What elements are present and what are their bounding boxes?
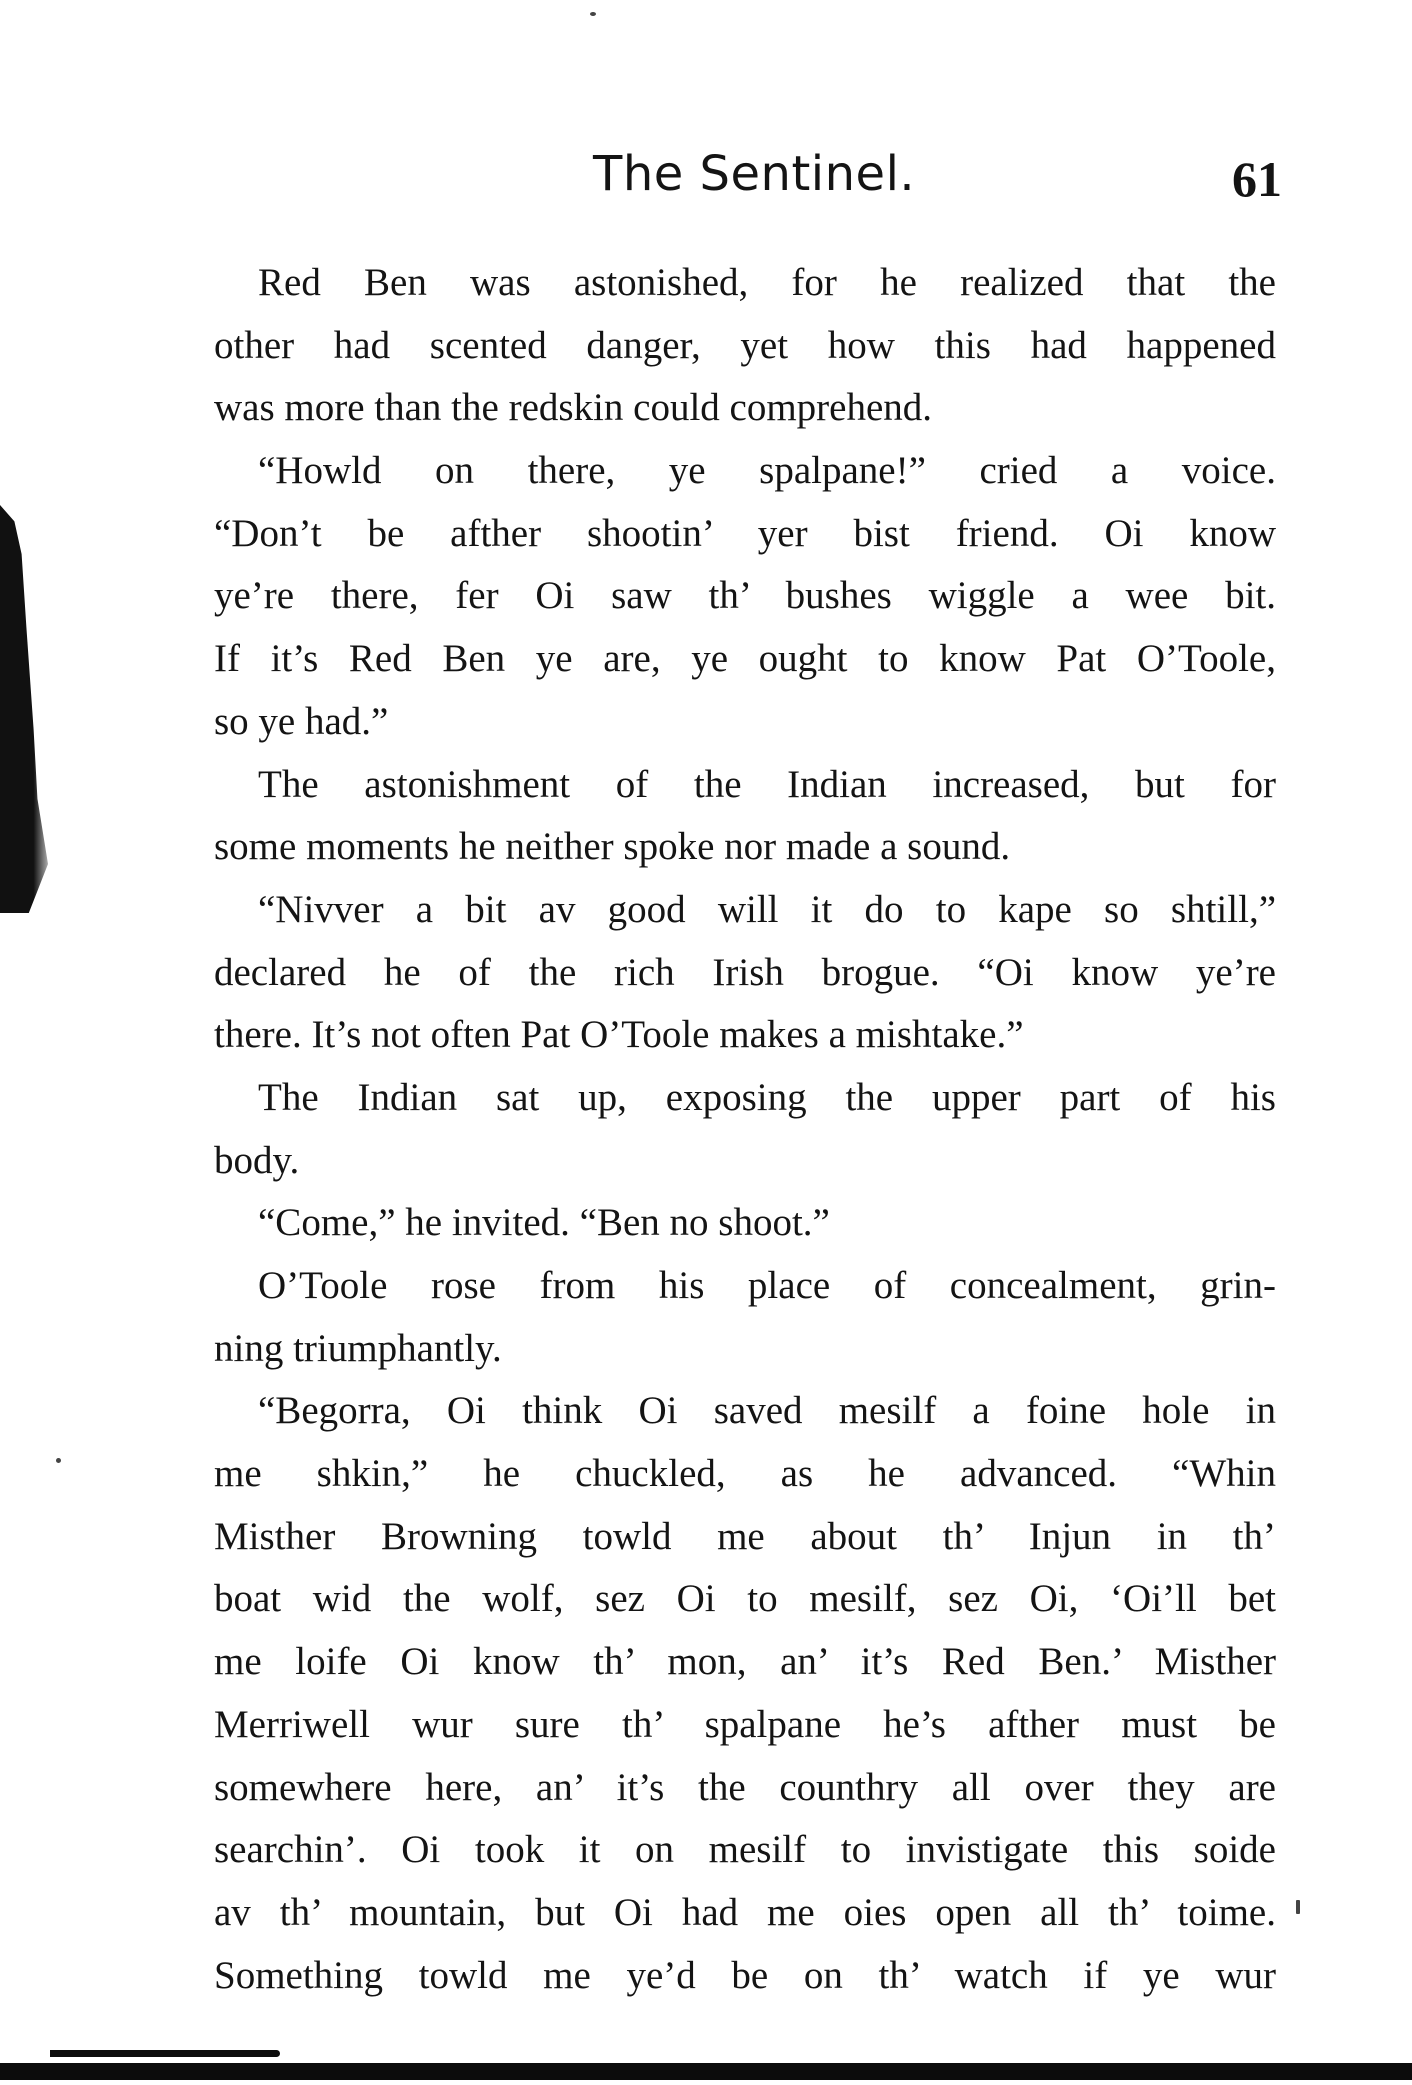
- text-line: declared he of the rich Irish brogue. “Oi know ye’re: [214, 950, 1276, 994]
- text-line: Misther Browning towld me about th’ Injun in th’: [214, 1514, 1276, 1558]
- text-line: somewhere here, an’ it’s the counthry all over they are: [214, 1765, 1276, 1809]
- text-line: there. It’s not often Pat O’Toole makes a mishtake.”: [214, 1013, 1024, 1057]
- text-line: Red Ben was astonished, for he realized that the: [258, 261, 1276, 304]
- text-line: Something towld me ye’d be on th’ watch if ye wur: [214, 1953, 1276, 1997]
- text-line: The astonishment of the Indian increased, but for: [258, 762, 1276, 806]
- text-line: Merriwell wur sure th’ spalpane he’s afther must be: [214, 1702, 1276, 1746]
- text-line: searchin’. Oi took it on mesilf to invistigate this soide: [214, 1828, 1276, 1872]
- scan-speck: [1296, 1900, 1300, 1914]
- text-line: O’Toole rose from his place of concealment, grin-: [258, 1264, 1276, 1307]
- text-line: “Begorra, Oi think Oi saved mesilf a foine hole in: [258, 1389, 1276, 1433]
- text-line: boat wid the wolf, sez Oi to mesilf, sez Oi, ‘Oi’ll bet: [214, 1577, 1276, 1621]
- text-line: me shkin,” he chuckled, as he advanced. “Whin: [214, 1452, 1276, 1496]
- scan-speck: [56, 1458, 61, 1463]
- text-line: “Howld on there, ye spalpane!” cried a voice.: [258, 449, 1276, 493]
- text-line: other had scented danger, yet how this had happened: [214, 323, 1276, 367]
- text-line: me loife Oi know th’ mon, an’ it’s Red Ben.’ Misther: [214, 1640, 1276, 1684]
- text-line: was more than the redskin could comprehend.: [214, 386, 933, 430]
- text-line: “Nivver a bit av good will it do to kape so shtill,”: [258, 887, 1276, 931]
- text-line: av th’ mountain, but Oi had me oies open all th’ toime.: [214, 1890, 1276, 1934]
- text-line: so ye had.”: [214, 699, 389, 743]
- text-line: “Don’t be afther shootin’ yer bist friend. Oi know: [214, 511, 1276, 555]
- scan-bottom-edge: [0, 2063, 1412, 2080]
- text-line: ning triumphantly.: [214, 1326, 502, 1370]
- text-line: some moments he neither spoke nor made a sound.: [214, 825, 1011, 869]
- text-line: The Indian sat up, exposing the upper part of his: [258, 1075, 1276, 1119]
- running-header: [0, 140, 1412, 220]
- scan-edge-shadow: [0, 505, 48, 913]
- running-title: The Sentinel.: [593, 146, 916, 202]
- text-line: body.: [214, 1138, 300, 1182]
- scan-bottom-mark: [50, 2050, 280, 2057]
- text-line: ye’re there, fer Oi saw th’ bushes wiggle a wee bit.: [214, 574, 1276, 618]
- text-line: If it’s Red Ben ye are, ye ought to know Pat O’Toole,: [214, 637, 1276, 681]
- scan-speck: [590, 12, 596, 16]
- text-line: “Come,” he invited. “Ben no shoot.”: [258, 1201, 830, 1245]
- page-number: 61: [1232, 151, 1282, 207]
- body-text: [214, 252, 1276, 2007]
